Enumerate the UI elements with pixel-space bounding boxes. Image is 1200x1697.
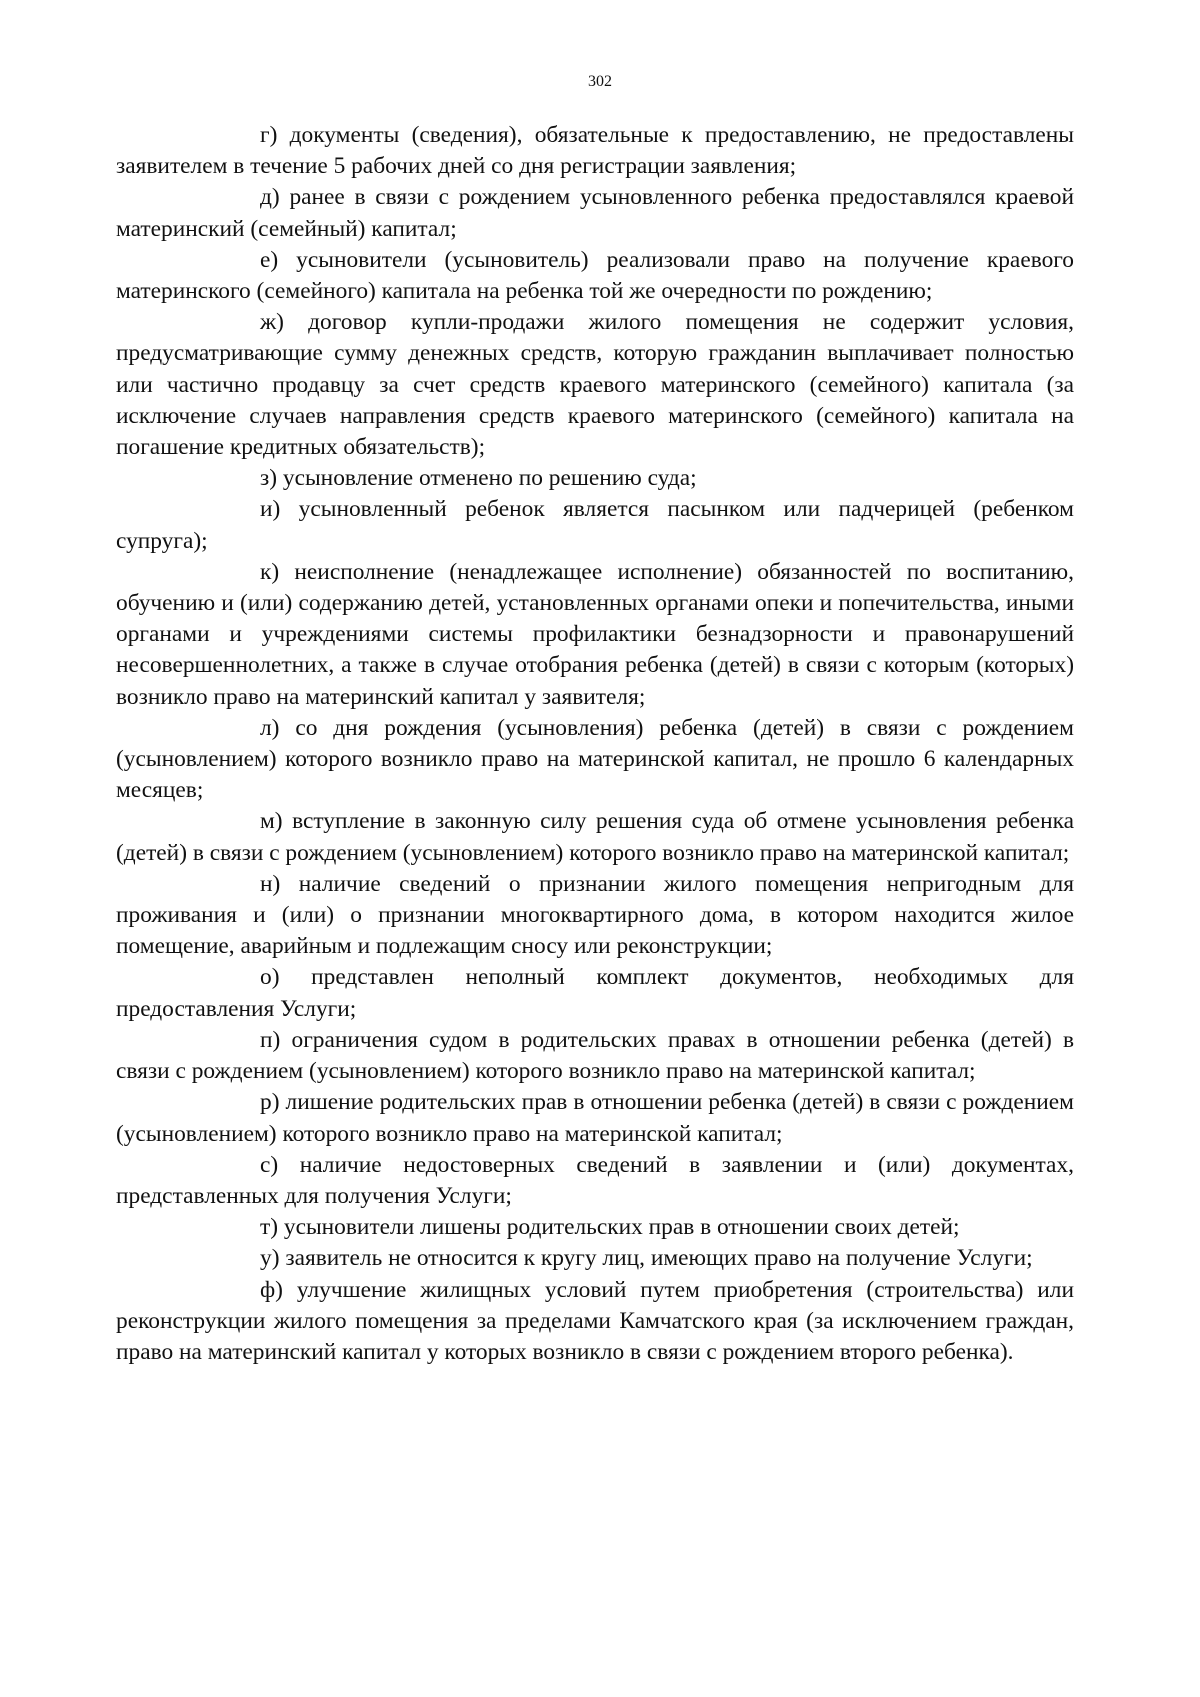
clause-text: со дня рождения (усыновления) ребенка (детей) в связи с рождением (усыновлением) которого возникло право на материнской капитал, не прошло 6 календарных месяцев; xyxy=(116,714,1074,804)
clause-text: ограничения судом в родительских правах в отношении ребенка (детей) в связи с рождением (усыновлением) которого возникло право на материнской капитал; xyxy=(116,1026,1074,1085)
clause-text: лишение родительских прав в отношении ребенка (детей) в связи с рождением (усыновлением) которого возникло право на материнской капитал; xyxy=(116,1089,1074,1147)
clause-u xyxy=(116,1243,1074,1274)
clause-text: усыновление отменено по решению суда; xyxy=(282,465,697,492)
document-body xyxy=(116,120,1074,1368)
clause-letter: и) xyxy=(260,496,281,523)
clause-e xyxy=(116,245,1074,307)
clause-letter: л) xyxy=(260,714,280,741)
clause-zh xyxy=(116,307,1074,463)
clause-text: представлен неполный комплект документов, необходимых для предоставления Услуги; xyxy=(116,964,1074,1022)
clause-d xyxy=(116,182,1074,244)
clause-text: усыновители (усыновитель) реализовали право на получение краевого материнского (семейного) капитала на ребенка той же очередности по рождению; xyxy=(116,246,1074,305)
clause-letter: р) xyxy=(260,1089,280,1116)
clause-letter: т) xyxy=(260,1214,279,1241)
clause-letter: з) xyxy=(260,465,278,492)
page-number: 302 xyxy=(588,73,612,90)
clause-letter: е) xyxy=(260,246,279,273)
clause-z xyxy=(116,463,1074,494)
clause-text: вступление в законную силу решения суда об отмене усыновления ребенка (детей) в связи с рождением (усыновлением) которого возникло право на материнской капитал; xyxy=(116,808,1074,866)
clause-o xyxy=(116,962,1074,1024)
clause-letter: ж) xyxy=(260,309,284,336)
clause-text: документы (сведения), обязательные к предоставлению, не предоставлены заявителем в течение 5 рабочих дней со дня регистрации заявления; xyxy=(116,122,1074,180)
clause-i xyxy=(116,494,1074,556)
clause-text: усыновленный ребенок является пасынком или падчерицей (ребенком супруга); xyxy=(116,496,1074,554)
clause-k xyxy=(116,557,1074,713)
clause-text: улучшение жилищных условий путем приобретения (строительства) или реконструкции жилого помещения за пределами Камчатского края (за исключением граждан, право на материнский капитал у которых возникло в связи с рождением второго ребенка). xyxy=(116,1276,1074,1365)
clause-l xyxy=(116,713,1074,807)
clause-letter: о) xyxy=(260,964,280,991)
clause-letter: г) xyxy=(260,122,278,148)
clause-text: договор купли-продажи жилого помещения не содержит условия, предусматривающие сумму денежных средств, которую гражданин выплачивает полностью или частично продавцу за счет средств краевого материнского (семейного) капитала (за исключение случаев направления средств краевого материнского (семейного) капитала на погашение кредитных обязательств); xyxy=(116,309,1074,461)
clause-t xyxy=(116,1212,1074,1243)
clause-text: усыновители лишены родительских прав в отношении своих детей; xyxy=(283,1214,960,1241)
clause-letter: ф) xyxy=(260,1276,283,1303)
clause-f xyxy=(116,1275,1074,1369)
clause-text: наличие недостоверных сведений в заявлении и (или) документах, представленных для получения Услуги; xyxy=(116,1151,1074,1209)
clause-letter: п) xyxy=(260,1026,281,1053)
clause-text: заявитель не относится к кругу лиц, имеющих право на получение Услуги; xyxy=(285,1245,1033,1272)
clause-letter: с) xyxy=(260,1151,279,1178)
clause-text: неисполнение (ненадлежащее исполнение) обязанностей по воспитанию, обучению и (или) содержанию детей, установленных органами опеки и попечительства, иными органами и учреждениями системы профилактики безнадзорности и правонарушений несовершеннолетних, а также в случае отобрания ребенка (детей) в связи с которым (которых) возникло право на материнский капитал у заявителя; xyxy=(116,558,1074,710)
clause-text: ранее в связи с рождением усыновленного ребенка предоставлялся краевой материнский (семейный) капитал; xyxy=(116,184,1074,242)
clause-n xyxy=(116,869,1074,963)
clause-text: наличие сведений о признании жилого помещения непригодным для проживания и (или) о признании многоквартирного дома, в котором находится жилое помещение, аварийным и подлежащим сносу или реконструкции; xyxy=(116,870,1074,960)
clause-g xyxy=(116,120,1074,182)
clause-letter: д) xyxy=(260,184,280,211)
clause-s xyxy=(116,1150,1074,1212)
clause-m xyxy=(116,806,1074,868)
clause-letter: н) xyxy=(260,870,281,897)
clause-r xyxy=(116,1087,1074,1149)
clause-letter: м) xyxy=(260,808,283,835)
clause-p xyxy=(116,1025,1074,1087)
clause-letter: к) xyxy=(260,558,280,585)
clause-letter: у) xyxy=(260,1245,280,1272)
